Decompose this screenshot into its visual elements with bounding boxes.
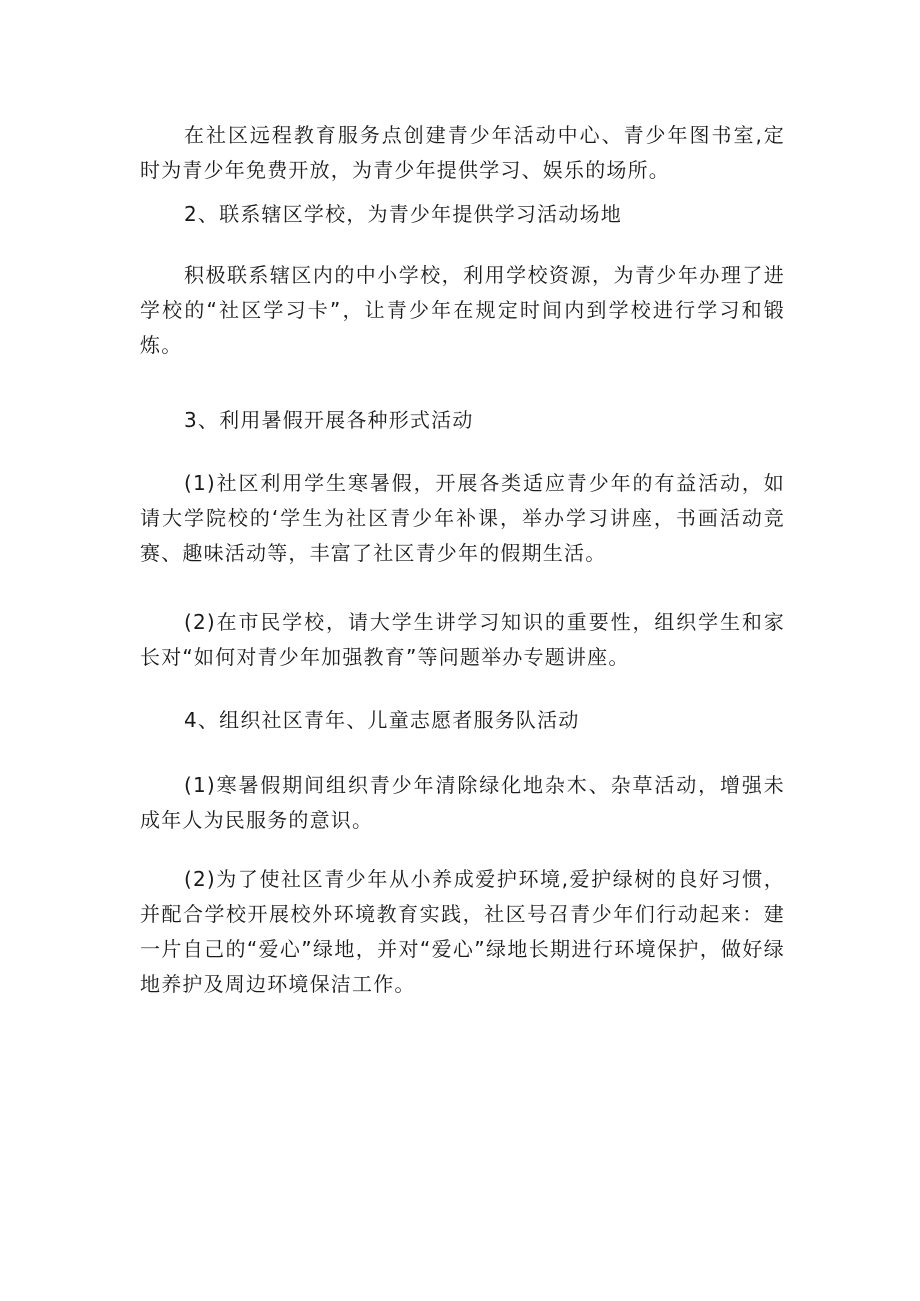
paragraph-3-1: (1)社区利用学生寒暑假，开展各类适应青少年的有益活动，如请大学院校的‘学生为社区青少年补课，举办学习讲座，书画活动竞赛、趣味活动等，丰富了社区青少年的假期生活。	[140, 471, 785, 565]
heading-2: 2、联系辖区学校，为青少年提供学习活动场地	[184, 202, 622, 226]
paragraph-4-1: (1)寒暑假期间组织青少年清除绿化地杂木、杂草活动，增强未成年人为民服务的意识。	[140, 773, 785, 832]
heading-3: 3、利用暑假开展各种形式活动	[184, 408, 474, 432]
paragraph-3-2: (2)在市民学校，请大学生讲学习知识的重要性，组织学生和家长对“如何对青少年加强教育”等问题举办专题讲座。	[140, 610, 785, 669]
heading-4: 4、组织社区青年、儿童志愿者服务队活动	[184, 708, 580, 732]
paragraph-school-card: 积极联系辖区内的中小学校，利用学校资源，为青少年办理了进学校的“社区学习卡”，让青少年在规定时间内到学校进行学习和锻炼。	[140, 263, 785, 357]
paragraph-intro: 在社区远程教育服务点创建青少年活动中心、青少年图书室,定时为青少年免费开放，为青少年提供学习、娱乐的场所。	[140, 123, 785, 182]
paragraph-4-2: (2)为了使社区青少年从小养成爱护环境,爱护绿树的良好习惯，并配合学校开展校外环境教育实践，社区号召青少年们行动起来：建一片自己的“爱心”绿地，并对“爱心”绿地长期进行环境保护，做好绿地养护及周边环境保洁工作。	[140, 867, 785, 996]
